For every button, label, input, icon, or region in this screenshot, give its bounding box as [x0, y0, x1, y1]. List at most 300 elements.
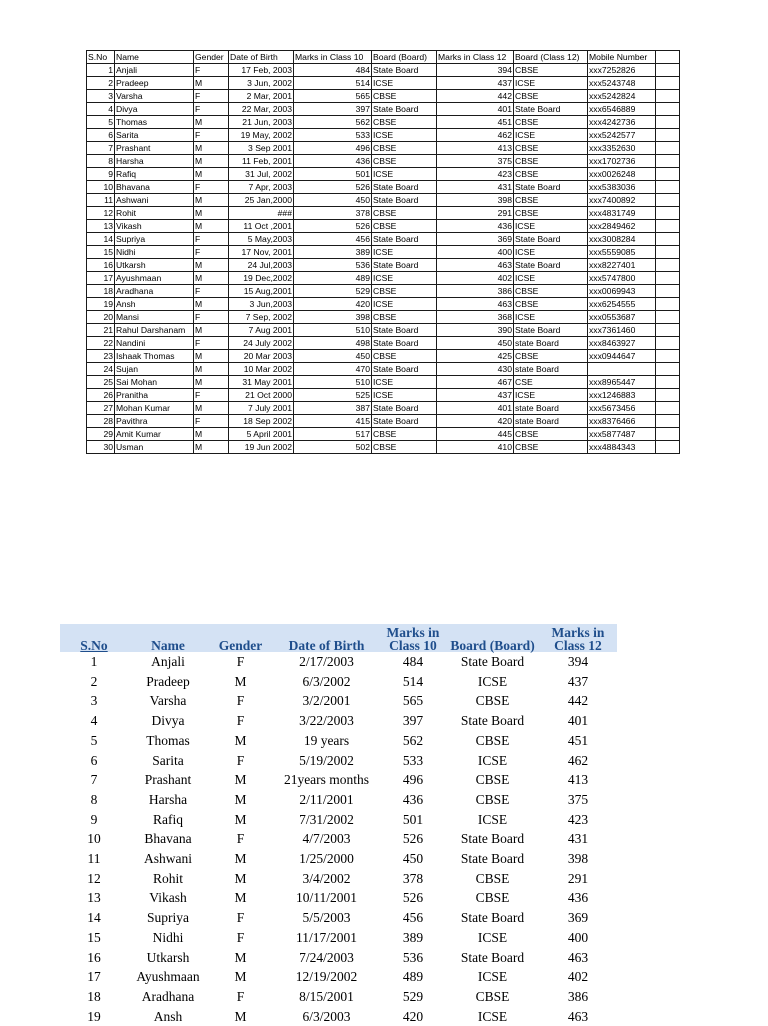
formatted-table-row	[60, 948, 617, 968]
raw-table-cell: State Board	[514, 259, 588, 272]
raw-table-cell: xxx5242577	[588, 129, 656, 142]
raw-table-cell: 1	[87, 64, 115, 77]
raw-table-cell: Ishaak Thomas	[115, 350, 194, 363]
raw-table-row	[87, 194, 680, 207]
raw-table-cell: Harsha	[115, 155, 194, 168]
raw-header-cell: Date of Birth	[229, 51, 294, 64]
raw-table-cell: 29	[87, 428, 115, 441]
raw-table-cell: 526	[294, 220, 372, 233]
raw-table-cell: 25	[87, 376, 115, 389]
raw-table-cell: CBSE	[514, 428, 588, 441]
raw-table-cell: ICSE	[372, 129, 437, 142]
raw-table-cell: Anjali	[115, 64, 194, 77]
raw-table-cell: 7	[87, 142, 115, 155]
raw-table-cell: 2	[87, 77, 115, 90]
raw-table-cell: 394	[437, 64, 514, 77]
formatted-table-cell: 5/19/2002	[299, 752, 354, 768]
formatted-header-cell: S.No	[60, 624, 128, 652]
formatted-table-cell: 8/15/2001	[299, 988, 354, 1004]
formatted-table-row	[60, 810, 617, 830]
raw-table-cell: F	[194, 415, 229, 428]
formatted-table-cell: 526	[402, 890, 424, 906]
raw-header-cell: Marks in Class 10	[294, 51, 372, 64]
raw-table-cell: CBSE	[372, 220, 437, 233]
raw-header-cell: Gender	[194, 51, 229, 64]
raw-table-cell: Amit Kumar	[115, 428, 194, 441]
formatted-table-cell: State Board	[460, 831, 525, 847]
raw-table-row	[87, 324, 680, 337]
raw-table-cell: 484	[294, 64, 372, 77]
raw-table-cell: xxx6546889	[588, 103, 656, 116]
raw-table-cell: 402	[437, 272, 514, 285]
raw-table-cell	[656, 155, 680, 168]
raw-table-cell: 24	[87, 363, 115, 376]
raw-table-cell: F	[194, 129, 229, 142]
raw-table-cell: xxx5559085	[588, 246, 656, 259]
raw-table-cell: 21	[87, 324, 115, 337]
raw-table-cell: M	[194, 220, 229, 233]
raw-table-cell: 401	[437, 103, 514, 116]
raw-table-cell: 20	[87, 311, 115, 324]
raw-table-cell: Rafiq	[115, 168, 194, 181]
formatted-table-cell: 2/11/2001	[299, 791, 354, 807]
formatted-table-cell: Supriya	[147, 910, 189, 926]
raw-table-cell: 30	[87, 441, 115, 454]
formatted-table-cell: 450	[402, 851, 424, 867]
raw-table-cell: M	[194, 298, 229, 311]
raw-table-cell	[656, 350, 680, 363]
formatted-header-cell: Gender	[208, 624, 273, 652]
raw-table-cell: 18	[87, 285, 115, 298]
raw-table-cell: CBSE	[514, 285, 588, 298]
formatted-table-cell: 19 years	[303, 732, 350, 748]
raw-table-cell: CBSE	[372, 90, 437, 103]
formatted-table-cell: F	[236, 693, 245, 709]
raw-table-cell: 489	[294, 272, 372, 285]
formatted-table-cell: 526	[402, 831, 424, 847]
raw-table-cell: 21 Oct 2000	[229, 389, 294, 402]
raw-table-cell: F	[194, 311, 229, 324]
raw-table-cell	[656, 415, 680, 428]
formatted-table-cell: 9	[90, 811, 98, 827]
formatted-table-cell: 565	[402, 693, 424, 709]
raw-table-cell	[656, 376, 680, 389]
formatted-table-cell: 401	[567, 713, 589, 729]
formatted-table-cell: M	[234, 1008, 247, 1024]
raw-table-row	[87, 350, 680, 363]
raw-table-cell: F	[194, 233, 229, 246]
formatted-table-cell: 423	[567, 811, 589, 827]
raw-table-cell: xxx4831749	[588, 207, 656, 220]
raw-table-row	[87, 415, 680, 428]
formatted-table-cell: M	[234, 851, 247, 867]
raw-table-cell: Rohit	[115, 207, 194, 220]
raw-table-cell: 502	[294, 441, 372, 454]
raw-table-row	[87, 402, 680, 415]
raw-table-cell: 470	[294, 363, 372, 376]
raw-table-cell: Pradeep	[115, 77, 194, 90]
raw-table-cell: 400	[437, 246, 514, 259]
formatted-table-cell: M	[234, 969, 247, 985]
raw-table-row	[87, 181, 680, 194]
raw-table-row	[87, 246, 680, 259]
raw-table-cell: 20 Mar 2003	[229, 350, 294, 363]
formatted-table-cell: 484	[402, 654, 424, 669]
raw-table-cell: 11	[87, 194, 115, 207]
raw-table-cell: 291	[437, 207, 514, 220]
raw-table-cell: 4	[87, 103, 115, 116]
formatted-table-cell: Bhavana	[144, 831, 192, 847]
raw-table-cell: F	[194, 246, 229, 259]
raw-table-cell: 11 Feb, 2001	[229, 155, 294, 168]
raw-table-cell: 26	[87, 389, 115, 402]
raw-table-cell: State Board	[514, 233, 588, 246]
raw-table-cell: state Board	[514, 337, 588, 350]
raw-table-cell: Vikash	[115, 220, 194, 233]
raw-table-cell: M	[194, 207, 229, 220]
raw-table-row	[87, 77, 680, 90]
formatted-table-cell: 437	[567, 673, 589, 689]
formatted-table-cell: 10/11/2001	[295, 890, 357, 906]
raw-table-row	[87, 129, 680, 142]
raw-table-cell: xxx8376466	[588, 415, 656, 428]
raw-table-cell: 430	[437, 363, 514, 376]
formatted-table-cell: F	[236, 654, 245, 669]
formatted-table-cell: 463	[567, 949, 589, 965]
raw-table-row	[87, 116, 680, 129]
raw-table-cell: 437	[437, 77, 514, 90]
raw-table-row	[87, 142, 680, 155]
raw-table-cell: 24 Jul,2003	[229, 259, 294, 272]
raw-table-cell	[656, 129, 680, 142]
formatted-table-body	[60, 652, 617, 1026]
raw-table-row	[87, 389, 680, 402]
raw-header-cell	[656, 51, 680, 64]
raw-table-cell: 386	[437, 285, 514, 298]
raw-table-cell: CBSE	[372, 116, 437, 129]
raw-table-cell: 450	[294, 194, 372, 207]
formatted-table-row	[60, 731, 617, 751]
raw-table-cell	[656, 77, 680, 90]
raw-table-cell: 10	[87, 181, 115, 194]
raw-table-cell: 19 May, 2002	[229, 129, 294, 142]
formatted-table-row	[60, 691, 617, 711]
formatted-header-cell: Board (Board)	[446, 624, 539, 652]
raw-table-cell: 7 Aug 2001	[229, 324, 294, 337]
formatted-table-cell: 21years months	[283, 772, 370, 788]
raw-table-cell: CBSE	[372, 311, 437, 324]
raw-table-cell: 10 Mar 2002	[229, 363, 294, 376]
formatted-table-cell: 2	[90, 673, 98, 689]
raw-table-cell	[656, 402, 680, 415]
formatted-table-cell: 529	[402, 988, 424, 1004]
raw-table-cell: state Board	[514, 363, 588, 376]
raw-table-cell: xxx5243748	[588, 77, 656, 90]
formatted-table-row	[60, 888, 617, 908]
raw-header-cell: Board (Class 12)	[514, 51, 588, 64]
formatted-table-row	[60, 790, 617, 810]
raw-table-cell: 22 Mar, 2003	[229, 103, 294, 116]
formatted-table-cell: 5/5/2003	[302, 910, 351, 926]
raw-table-cell: M	[194, 324, 229, 337]
raw-table-cell	[588, 363, 656, 376]
formatted-table-cell: 13	[87, 890, 101, 906]
formatted-table-cell: 5	[90, 732, 98, 748]
formatted-table-row	[60, 1007, 617, 1026]
raw-table-cell: CBSE	[514, 64, 588, 77]
formatted-table-cell: 10	[87, 831, 101, 847]
raw-table-cell	[656, 207, 680, 220]
raw-table-cell: ICSE	[372, 389, 437, 402]
raw-table-cell: 3	[87, 90, 115, 103]
raw-table-row	[87, 285, 680, 298]
raw-table-cell: 15 Aug,2001	[229, 285, 294, 298]
raw-table-cell: Pavithra	[115, 415, 194, 428]
raw-table-row	[87, 220, 680, 233]
raw-table-cell: 445	[437, 428, 514, 441]
raw-table-cell: Divya	[115, 103, 194, 116]
formatted-table-cell: 562	[402, 732, 424, 748]
raw-table-cell: 369	[437, 233, 514, 246]
formatted-table-cell: 420	[402, 1008, 424, 1024]
raw-table-cell: 23	[87, 350, 115, 363]
raw-table-cell: Nandini	[115, 337, 194, 350]
raw-table-cell: 401	[437, 402, 514, 415]
formatted-header-row	[60, 624, 617, 652]
raw-table-cell: xxx7361460	[588, 324, 656, 337]
formatted-table-cell: Divya	[151, 713, 185, 729]
formatted-table-cell: 378	[402, 870, 424, 886]
raw-table-cell: 420	[437, 415, 514, 428]
raw-table-cell	[656, 103, 680, 116]
raw-table-cell: 437	[437, 389, 514, 402]
raw-table-cell: 536	[294, 259, 372, 272]
raw-table-cell: 442	[437, 90, 514, 103]
raw-table-cell: M	[194, 77, 229, 90]
raw-table-cell: 510	[294, 324, 372, 337]
raw-table-row	[87, 103, 680, 116]
formatted-table-row	[60, 869, 617, 889]
raw-table-row	[87, 233, 680, 246]
formatted-table-cell: 398	[567, 851, 589, 867]
formatted-table-cell: Aradhana	[141, 988, 195, 1004]
raw-table-cell: State Board	[372, 181, 437, 194]
raw-table-cell: Ashwani	[115, 194, 194, 207]
formatted-table-cell: 397	[402, 713, 424, 729]
raw-table-cell: State Board	[372, 194, 437, 207]
formatted-table-cell: Varsha	[149, 693, 187, 709]
raw-table-cell	[656, 259, 680, 272]
raw-table-cell: 5 May,2003	[229, 233, 294, 246]
raw-table-cell: 5 April 2001	[229, 428, 294, 441]
raw-table-cell: 398	[437, 194, 514, 207]
raw-table-cell: xxx5747800	[588, 272, 656, 285]
raw-table-cell: State Board	[514, 181, 588, 194]
raw-table-cell	[656, 116, 680, 129]
raw-table-cell: State Board	[372, 233, 437, 246]
formatted-table-cell: 514	[402, 673, 424, 689]
raw-table-cell: 387	[294, 402, 372, 415]
raw-table-cell: Nidhi	[115, 246, 194, 259]
raw-table-cell: ICSE	[514, 77, 588, 90]
raw-table-cell: 3 Sep 2001	[229, 142, 294, 155]
raw-table-cell: CBSE	[514, 298, 588, 311]
formatted-table-cell: 6/3/2003	[302, 1008, 351, 1024]
raw-table-row	[87, 337, 680, 350]
formatted-table-cell: 496	[402, 772, 424, 788]
raw-table-cell	[656, 337, 680, 350]
formatted-table-cell: 19	[87, 1008, 101, 1024]
raw-table-cell: CBSE	[372, 441, 437, 454]
raw-student-table	[86, 50, 680, 454]
raw-table-cell: 463	[437, 259, 514, 272]
raw-table-cell: F	[194, 337, 229, 350]
formatted-header-cell: Marks in Class 10	[380, 624, 446, 652]
raw-table-cell: Bhavana	[115, 181, 194, 194]
raw-table-cell: M	[194, 155, 229, 168]
formatted-table-cell: CBSE	[475, 870, 510, 886]
raw-table-cell: 3 Jun, 2002	[229, 77, 294, 90]
raw-table-cell: xxx0553687	[588, 311, 656, 324]
formatted-table-cell: 4	[90, 713, 98, 729]
formatted-table-cell: ICSE	[477, 1008, 508, 1024]
formatted-table-row	[60, 652, 617, 672]
raw-table-cell: xxx7400892	[588, 194, 656, 207]
raw-table-cell: xxx8463927	[588, 337, 656, 350]
raw-header-cell: Name	[115, 51, 194, 64]
raw-table-cell: State Board	[372, 324, 437, 337]
raw-table-cell: Varsha	[115, 90, 194, 103]
raw-table-cell: Rahul Darshanam	[115, 324, 194, 337]
raw-table-cell: 510	[294, 376, 372, 389]
formatted-table-row	[60, 967, 617, 987]
formatted-student-table	[60, 624, 617, 1026]
raw-table-cell: ICSE	[514, 311, 588, 324]
formatted-table-cell: F	[236, 752, 245, 768]
formatted-table-cell: 501	[402, 811, 424, 827]
formatted-table-cell: 8	[90, 791, 98, 807]
raw-table-cell: xxx8965447	[588, 376, 656, 389]
formatted-table-cell: Ashwani	[144, 851, 192, 867]
raw-table-cell: xxx1246883	[588, 389, 656, 402]
raw-table-cell: Ansh	[115, 298, 194, 311]
formatted-table-cell: ICSE	[477, 752, 508, 768]
raw-table-cell: M	[194, 428, 229, 441]
raw-table-cell: 420	[294, 298, 372, 311]
formatted-table-cell: F	[236, 713, 245, 729]
raw-table-row	[87, 207, 680, 220]
raw-table-cell: M	[194, 350, 229, 363]
raw-table-cell: ICSE	[514, 220, 588, 233]
raw-table-cell: 7 Apr, 2003	[229, 181, 294, 194]
formatted-table-cell: 400	[567, 929, 589, 945]
raw-table-cell: Aradhana	[115, 285, 194, 298]
formatted-table-cell: 4/7/2003	[302, 831, 351, 847]
raw-table-cell: 14	[87, 233, 115, 246]
raw-table-cell: F	[194, 103, 229, 116]
raw-table-cell: CSE	[514, 376, 588, 389]
formatted-table-cell: 14	[87, 910, 101, 926]
raw-table-cell: CBSE	[372, 428, 437, 441]
formatted-table-cell: M	[234, 772, 247, 788]
raw-table-cell: CBSE	[372, 142, 437, 155]
raw-table-cell: State Board	[372, 103, 437, 116]
formatted-table-cell: 375	[567, 791, 589, 807]
raw-table-cell: 31 Jul, 2002	[229, 168, 294, 181]
raw-table-cell: ICSE	[514, 129, 588, 142]
formatted-table-cell: Rohit	[152, 870, 183, 886]
formatted-table-cell: Utkarsh	[146, 949, 190, 965]
formatted-table-cell: 536	[402, 949, 424, 965]
formatted-header-cell: Date of Birth	[273, 624, 380, 652]
raw-table-cell: CBSE	[514, 207, 588, 220]
formatted-table-cell: 7/24/2003	[299, 949, 354, 965]
raw-table-cell: 7 Sep, 2002	[229, 311, 294, 324]
raw-table-cell: CBSE	[372, 285, 437, 298]
raw-table-cell: 456	[294, 233, 372, 246]
formatted-table-cell: 389	[402, 929, 424, 945]
raw-table-cell: State Board	[372, 415, 437, 428]
raw-table-cell: F	[194, 90, 229, 103]
formatted-table-cell: 1	[90, 654, 98, 669]
raw-table-cell: Thomas	[115, 116, 194, 129]
raw-table-cell: 463	[437, 298, 514, 311]
formatted-table-cell: 463	[567, 1008, 589, 1024]
raw-table-cell: 6	[87, 129, 115, 142]
raw-table-cell: 425	[437, 350, 514, 363]
raw-table-cell: xxx6254555	[588, 298, 656, 311]
raw-table-cell	[656, 285, 680, 298]
formatted-table-cell: State Board	[460, 654, 525, 669]
raw-table-cell: 21 Jun, 2003	[229, 116, 294, 129]
raw-table-cell: 15	[87, 246, 115, 259]
formatted-table-cell: 462	[567, 752, 589, 768]
raw-table-cell	[656, 298, 680, 311]
raw-table-cell	[656, 194, 680, 207]
formatted-table-cell: CBSE	[475, 772, 510, 788]
raw-table-cell: xxx8227401	[588, 259, 656, 272]
raw-table-cell: M	[194, 376, 229, 389]
raw-table-cell: State Board	[372, 402, 437, 415]
raw-table-cell: 27	[87, 402, 115, 415]
raw-table-cell: Prashant	[115, 142, 194, 155]
raw-table-cell: ICSE	[372, 168, 437, 181]
raw-table-row	[87, 168, 680, 181]
formatted-table-cell: ICSE	[477, 673, 508, 689]
raw-table-cell: ICSE	[372, 298, 437, 311]
formatted-table-cell: 7	[90, 772, 98, 788]
raw-table-cell: 17	[87, 272, 115, 285]
raw-table-cell: xxx2849462	[588, 220, 656, 233]
formatted-table-cell: ICSE	[477, 969, 508, 985]
formatted-table-cell: 7/31/2002	[299, 811, 354, 827]
raw-table-cell: xxx5242824	[588, 90, 656, 103]
raw-table-cell: state Board	[514, 402, 588, 415]
raw-table-cell: 467	[437, 376, 514, 389]
formatted-table-cell: 12/19/2002	[295, 969, 358, 985]
raw-table-cell: Sujan	[115, 363, 194, 376]
raw-table-cell: 501	[294, 168, 372, 181]
raw-table-cell: M	[194, 363, 229, 376]
formatted-table-cell: Harsha	[148, 791, 188, 807]
raw-table-cell: 368	[437, 311, 514, 324]
formatted-table-cell: State Board	[460, 910, 525, 926]
formatted-table-cell: M	[234, 949, 247, 965]
raw-table-cell	[656, 428, 680, 441]
raw-table-row	[87, 376, 680, 389]
raw-table-cell: 517	[294, 428, 372, 441]
formatted-table-cell: 6/3/2002	[302, 673, 351, 689]
